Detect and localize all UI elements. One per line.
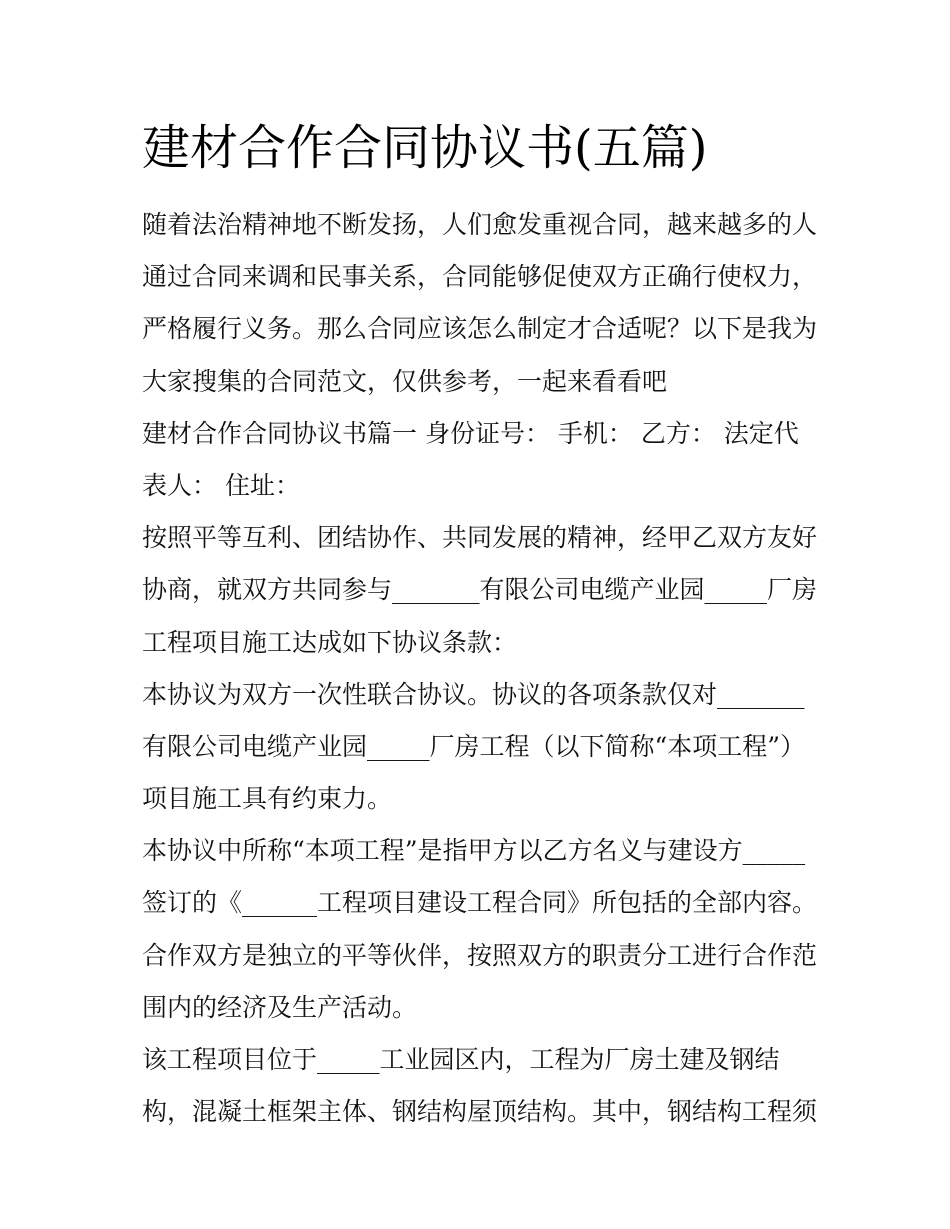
body-line: 大家搜集的合同范文，仅供参考，一起来看看吧 bbox=[142, 366, 668, 396]
body-line: 建材合作合同协议书篇一 身份证号： 手机： 乙方： 法定代 bbox=[142, 418, 799, 448]
body-line: 通过合同来调和民事关系，合同能够促使双方正确行使权力， bbox=[142, 262, 818, 292]
body-line: 本协议为双方一次性联合协议。协议的各项条款仅对_______ bbox=[142, 679, 805, 709]
document-body bbox=[142, 199, 822, 1138]
body-line: 表人： 住址： bbox=[142, 470, 300, 500]
body-line: 合作双方是独立的平等伙伴，按照双方的职责分工进行合作范 bbox=[142, 940, 818, 970]
body-line: 项目施工具有约束力。 bbox=[142, 784, 393, 814]
body-line: 严格履行义务。那么合同应该怎么制定才合适呢？以下是我为 bbox=[142, 314, 818, 344]
body-line: 构，混凝土框架主体、钢结构屋顶结构。其中，钢结构工程须 bbox=[142, 1097, 818, 1127]
body-line: 按照平等互利、团结协作、共同发展的精神，经甲乙双方友好 bbox=[142, 523, 818, 553]
body-line: 工程项目施工达成如下协议条款： bbox=[142, 627, 518, 657]
body-line: 围内的经济及生产活动。 bbox=[142, 992, 418, 1022]
body-line: 有限公司电缆产业园_____厂房工程（以下简称“本项工程”） bbox=[142, 731, 806, 761]
body-line: 该工程项目位于_____工业园区内，工程为厂房土建及钢结 bbox=[142, 1045, 780, 1074]
body-line: 签订的《______工程项目建设工程合同》所包括的全部内容。 bbox=[142, 888, 818, 918]
document-title: 建材合作合同协议书(五篇) bbox=[142, 120, 708, 176]
body-line: 本协议中所称“本项工程”是指甲方以乙方名义与建设方_____ bbox=[142, 836, 806, 866]
body-line: 协商，就双方共同参与_______有限公司电缆产业园_____厂房 bbox=[142, 575, 818, 605]
body-line: 随着法治精神地不断发扬，人们愈发重视合同，越来越多的人 bbox=[142, 210, 818, 239]
